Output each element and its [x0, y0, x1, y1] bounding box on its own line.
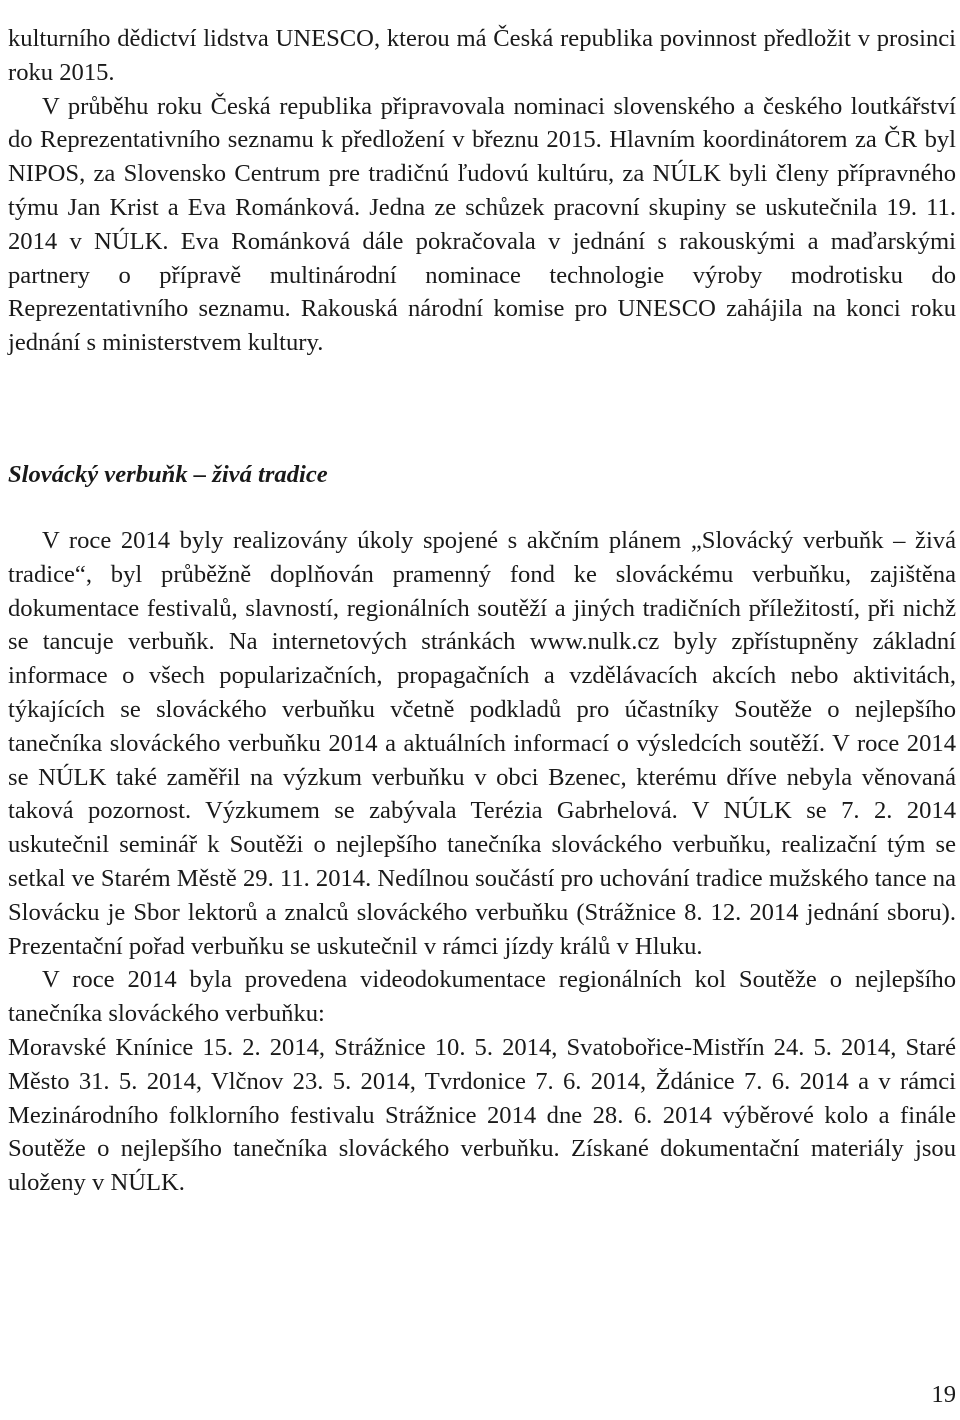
verbunk-paragraph-videodocumentation: V roce 2014 byla provedena videodokumentace regionálních kol Soutěže o nejlepšího tanečníka slováckého verbuňku:	[8, 966, 956, 1028]
verbunk-paragraph-activities: V roce 2014 byly realizovány úkoly spojené s akčním plánem „Slovácký verbuňk – živá tradice“, byl průběžně doplňován pramenný fond ke slováckému verbuňku, zajištěna dokumentace festivalů, slavností, regionálních soutěží a jiných tradičních příležitostí, při nichž se tancuje verbuňk. Na internetových stránkách www.nulk.cz byly zpřístupněny základní informace o všech popularizačních, propagačních a vzdělávacích akcích nebo aktivitách, týkajících se slováckého verbuňku včetně podkladů pro účastníky Soutěže o nejlepšího tanečníka slováckého verbuňku 2014 a aktuálních informací o výsledcích soutěží. V roce 2014 se NÚLK také zaměřil na výzkum verbuňku v obci Bzenec, kterému dříve nebyla věnovaná taková pozornost. Výzkumem se zabývala Terézia Gabrhelová. V NÚLK se 7. 2. 2014 uskutečnil seminář k Soutěži o nejlepšího tanečníka slováckého verbuňku, realizační tým se setkal ve Starém Městě 29. 11. 2014. Nedílnou součástí pro uchování tradice mužského tance na Slovácku je Sbor lektorů a znalců slováckého verbuňku (Strážnice 8. 12. 2014 jednání sboru). Prezentační pořad verbuňku se uskutečnil v rámci jízdy králů v Hluku.	[8, 527, 956, 960]
verbunk-paragraph-locations: Moravské Knínice 15. 2. 2014, Strážnice 10. 5. 2014, Svatobořice-Mistřín 24. 5. 2014, Staré Město 31. 5. 2014, Vlčnov 23. 5. 2014, Tvrdonice 7. 6. 2014, Ždánice 7. 6. 2014 a v rámci Mezinárodního folklorního festivalu Strážnice 2014 dne 28. 6. 2014 výběrové kolo a finále Soutěže o nejlepšího tanečníka slováckého verbuňku. Získané dokumentační materiály jsou uloženy v NÚLK.	[8, 1033, 956, 1197]
section-heading: Slovácký verbuňk – živá tradice	[8, 461, 328, 488]
verbunk-text-block	[8, 524, 956, 1200]
page-number: 19	[931, 1381, 956, 1408]
top-paragraph-continuation: kulturního dědictví lidstva UNESCO, kterou má Česká republika povinnost předložit v prosinci roku 2015.	[8, 25, 956, 86]
top-text-block	[8, 22, 956, 360]
loutkarstvi-nomination-paragraph: V průběhu roku Česká republika připravovala nominaci slovenského a českého loutkářství do Reprezentativního seznamu k předložení v březnu 2015. Hlavním koordinátorem za ČR byl NIPOS, za Slovensko Centrum pre tradičnú ľudovú kultúru, za NÚLK byli členy přípravného týmu Jan Krist a Eva Románková. Jedna ze schůzek pracovní skupiny se uskutečnila 19. 11. 2014 v NÚLK. Eva Románková dále pokračovala v jednání s rakouskými a maďarskými partnery o přípravě multinárodní nominace technologie výroby modrotisku do Reprezentativního seznamu. Rakouská národní komise pro UNESCO zahájila na konci roku jednání s ministerstvem kultury.	[8, 92, 956, 357]
